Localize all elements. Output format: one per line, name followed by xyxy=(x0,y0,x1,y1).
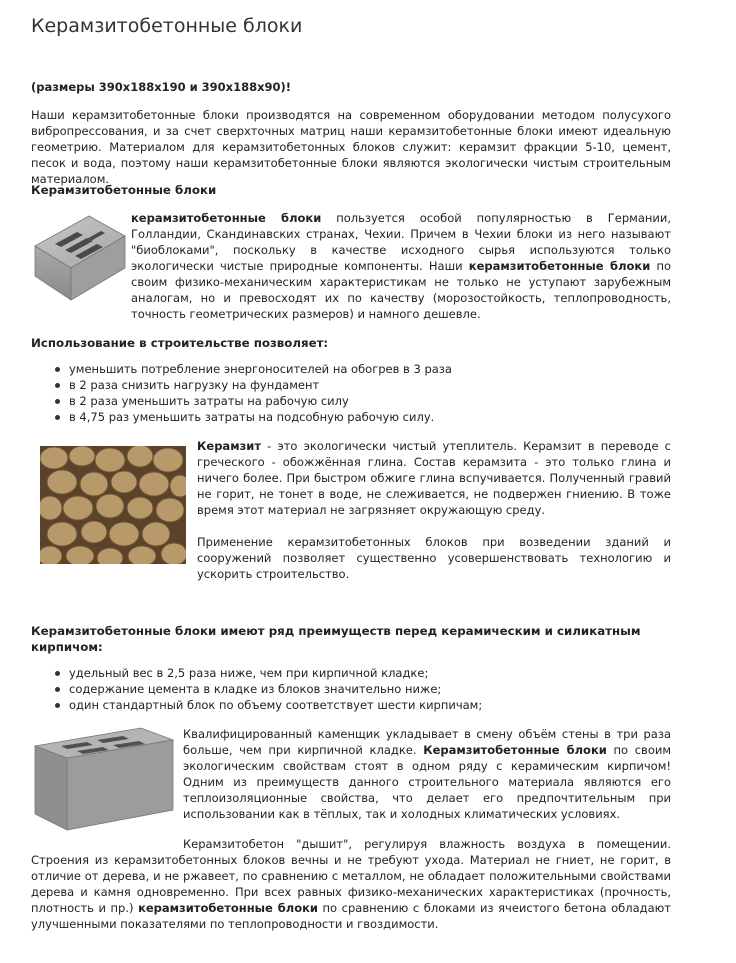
page-title: Керамзитобетонные блоки xyxy=(31,15,303,37)
intro-text: Наши керамзитобетонные блоки производятся на современном оборудовании методом полусухого вибропрессования, и за счет сверхточных матриц наши керамзитобетонные блоки имеют идеальную геометрию. Материалом для керамзитобетонных блоков служит: керамзит фракции 5-10, цемент, песок и вода, поэтому наши керамзитобетонные блоки являются экологически чистым строительным материалом. xyxy=(31,108,671,186)
section1-bold-1: керамзитобетонные блоки xyxy=(131,211,322,225)
advantages-heading-text: Керамзитобетонные блоки имеют ряд преимуществ перед керамическим и силикатным кирпичом: xyxy=(31,624,641,654)
keramzit-gravel-image xyxy=(40,446,186,564)
mason-text-1: Квалифицированный каменщик укладывает в смену объём стены в три раза больше, чем при кирпичной кладке. xyxy=(183,727,671,757)
mason-paragraph xyxy=(183,726,671,822)
usage-heading-text: Использование в строительстве позволяет: xyxy=(31,336,329,350)
keramzit-paragraph xyxy=(197,438,671,582)
advantages-heading xyxy=(31,623,671,655)
section1-paragraph xyxy=(131,210,671,322)
final-text-2: по сравнению с блоками из ячеистого бетона обладают улучшенными показателями по теплопроводности и гвоздимости. xyxy=(31,901,671,931)
usage-heading xyxy=(31,335,671,351)
section1-text-2: по своим физико-механическим характеристикам не только не уступают зарубежным аналогам, но и превосходят их по качеству (морозостойкость, теплопроводность, точность геометрических размеров) и намного дешевле. xyxy=(131,259,671,321)
section1-text-1: пользуется особой популярностью в Германии, Голландии, Скандинавских странах, Чехии. Причем в Чехии блоки из него называют "биоблоками", поскольку в качестве исходного сырья используются только экологически чистые природные компоненты. Наши xyxy=(131,211,671,273)
keramzit-paragraph-2: Применение керамзитобетонных блоков при возведении зданий и сооружений позволяет существенно усовершенствовать технологию и ускорить строительство. xyxy=(197,535,671,581)
mason-bold: Керамзитобетонные блоки xyxy=(423,743,607,757)
sizes-line xyxy=(31,79,671,95)
keramzit-text: - это экологически чистый утеплитель. Керамзит в переводе с греческого - обожжённая глина. Состав керамзита - это только глина и ничего более. При быстром обжиге глина вспучивается. Полученный гравий не горит, не тонет в воде, не слеживается, не подвержен гниению. В тоже время этот материал не загрязняет окружающую среду. xyxy=(197,439,671,517)
section1-heading-text: Керамзитобетонные блоки xyxy=(31,183,217,197)
keramzit-bold: Керамзит xyxy=(197,439,261,453)
hollow-block-image xyxy=(31,724,176,832)
list-item: уменьшить потребление энергоносителей на обогрев в 3 раза xyxy=(31,361,671,377)
usage-list xyxy=(31,361,671,425)
list-item: в 2 раза уменьшить затраты на рабочую силу xyxy=(31,393,671,409)
final-bold: керамзитобетонные блоки xyxy=(138,901,318,915)
sizes-text: (размеры 390x188x190 и 390x188x90)! xyxy=(31,80,292,94)
list-item: в 4,75 раз уменьшить затраты на подсобную рабочую силу. xyxy=(31,409,671,425)
final-paragraph xyxy=(31,836,671,932)
mason-text-2: по своим экологическим свойствам стоят в одном ряду с керамическим кирпичом! Одним из преимуществ данного строительного материала являются его теплоизоляционные свойства, что делает его предпочтительным при использовании как в тёплых, так и холодных климатических условиях. xyxy=(183,743,672,821)
list-item: удельный вес в 2,5 раза ниже, чем при кирпичной кладке; xyxy=(31,665,671,681)
list-item: содержание цемента в кладке из блоков значительно ниже; xyxy=(31,681,671,697)
advantages-list xyxy=(31,665,671,713)
final-text-1: Керамзитобетон "дышит", регулируя влажность воздуха в помещении. Строения из керамзитобетонных блоков вечны и не требуют ухода. Материал не гниет, не горит, в отличие от дерева, и не ржавеет, по сравнению с металлом, не обладает положительными свойствами дерева и камня одновременно. При всех равных физико-механических характеристиках (прочность, плотность и пр.) xyxy=(31,837,671,915)
list-item: один стандартный блок по объему соответствует шести кирпичам; xyxy=(31,697,671,713)
list-item: в 2 раза снизить нагрузку на фундамент xyxy=(31,377,671,393)
intro-paragraph xyxy=(31,107,671,187)
section1-heading xyxy=(31,182,671,198)
section1-bold-2: керамзитобетонные блоки xyxy=(468,259,651,273)
block-image xyxy=(31,210,127,302)
